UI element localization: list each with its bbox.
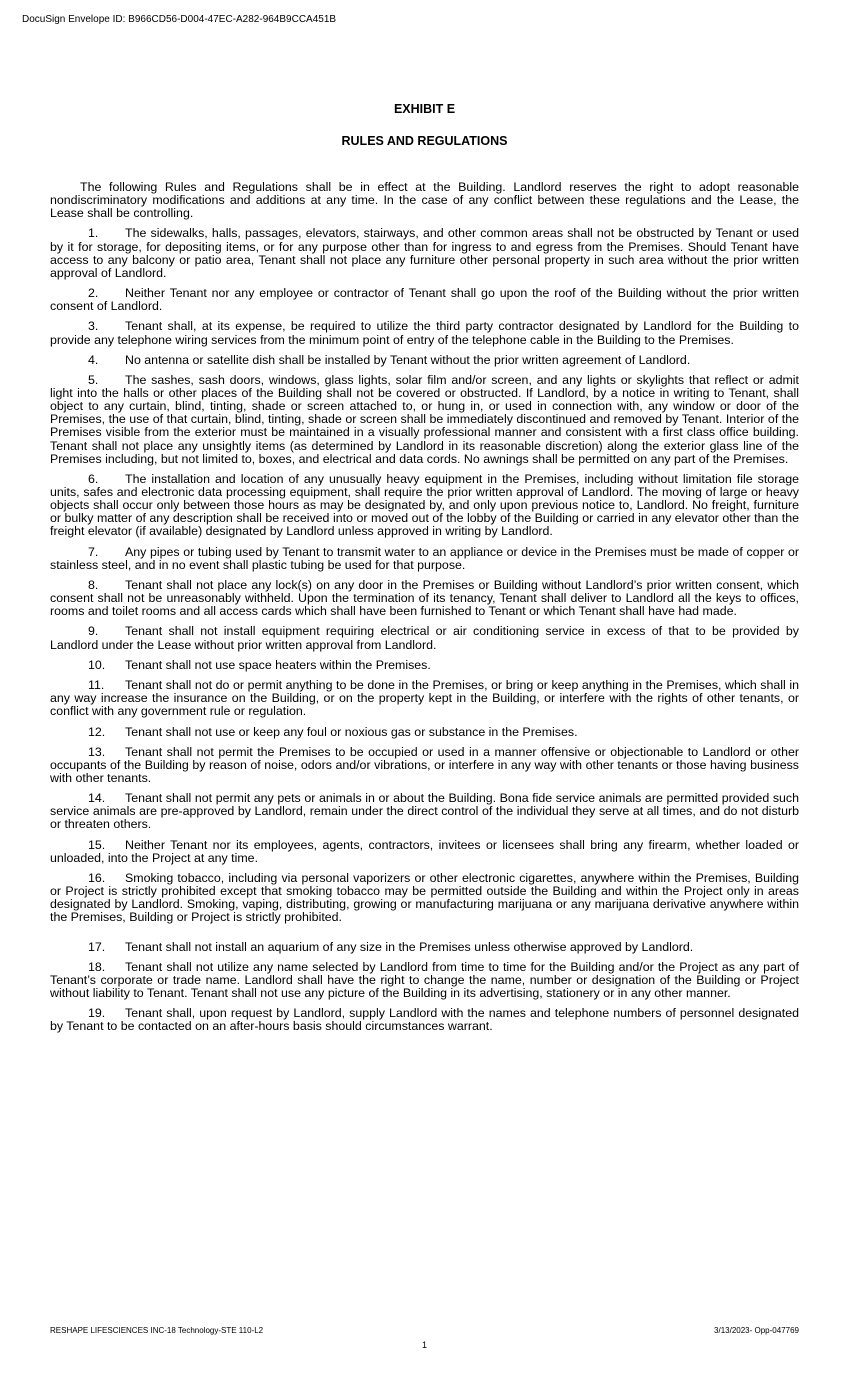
footer-right: 3/13/2023- Opp-047769 <box>714 1326 799 1335</box>
rule-number: 4. <box>88 352 99 367</box>
rule-item <box>50 839 799 865</box>
rule-item <box>50 746 799 785</box>
page-number: 1 <box>421 1340 427 1350</box>
rule-text: Any pipes or tubing used by Tenant to transmit water to an appliance or device in the Premises must be made of copper or stainless steel, and in no event shall plastic tubing be used for that purpose. <box>50 544 799 572</box>
rule-text: Tenant shall not do or permit anything to be done in the Premises, or bring or keep anything in the Premises, which shall in any way increase the insurance on the Building, or on the property kept in the Building, or interfere with the rights of other tenants, or conflict with any government rule or regulation. <box>50 678 799 719</box>
envelope-id: DocuSign Envelope ID: B966CD56-D004-47EC-A282-964B9CCA451B <box>22 14 337 25</box>
rule-text: Tenant shall not place any lock(s) on any door in the Premises or Building without Landlord’s prior written consent, which consent shall not be unreasonably withheld. Upon the termination of its tenancy, Tenant shall deliver to Landlord all the keys to offices, rooms and toilet rooms and all access cards which shall have been furnished to Tenant or which Tenant shall have had made. <box>50 577 799 619</box>
section-title: RULES AND REGULATIONS <box>341 134 508 148</box>
rule-item <box>50 659 799 672</box>
rule-number: 5. <box>88 373 99 388</box>
footer-left: RESHAPE LIFESCIENCES INC-18 Technology-STE 110-L2 <box>50 1326 264 1335</box>
rule-item <box>50 227 799 279</box>
rule-text: Tenant shall, upon request by Landlord, supply Landlord with the names and telephone numbers of personnel designated by Tenant to be contacted on an after-hours basis should circumstances warrant. <box>50 1006 799 1034</box>
rule-item <box>50 961 799 1000</box>
rule-number: 3. <box>88 319 99 334</box>
rule-number: 16. <box>88 871 106 886</box>
rule-number: 10. <box>88 657 106 672</box>
rule-item <box>50 320 799 346</box>
rule-text: Tenant shall not utilize any name selected by Landlord from time to time for the Building and/or the Project as any part of Tenant’s corporate or trade name. Landlord shall have the right to change the name, number or designation of the Building or Project without liability to Tenant. Tenant shall not use any picture of the Building in its advertising, stationery or in any other manner. <box>50 959 799 1000</box>
rule-item <box>50 679 799 718</box>
rule-text: The sidewalks, halls, passages, elevators, stairways, and other common areas shall not be obstructed by Tenant or used by it for storage, for depositing items, or for any purpose other than for ingress to and egress from the Premises. Should Tenant have access to any balcony or patio area, Tenant shall not place any furniture other personal property in such area without the prior written approval of Landlord. <box>50 226 799 280</box>
rule-item <box>50 872 799 924</box>
rule-number: 11. <box>88 678 105 693</box>
rule-text: Tenant shall not use or keep any foul or noxious gas or substance in the Premises. <box>125 724 578 739</box>
rule-number: 13. <box>88 744 106 759</box>
rule-item <box>50 792 799 831</box>
rule-number: 6. <box>88 471 99 486</box>
rule-item <box>50 374 799 466</box>
rule-text: The sashes, sash doors, windows, glass lights, solar film and/or screen, and any lights or skylights that reflect or admit light into the halls or other places of the Building shall not be covered or obstructed. If Landlord, by a notice in writing to Tenant, shall object to any curtain, blind, tinting, shade or screen attached to, or hung in, or used in connection with, any window or door of the Premises, the use of that curtain, blind, tinting, shade or screen shall be immediately discontinued and removed by Tenant. Interior of the Premises visible from the exterior must be maintained in a visually professional manner and consistent with a first class office building. Tenant shall not place any unsightly items (as determined by Landlord in its reasonable discretion) along the exterior glass line of the Premises including, but not limited to, boxes, and electrical and data cords. No awnings shall be permitted on any part of the Premises. <box>50 373 799 466</box>
rule-item <box>50 287 799 313</box>
rule-number: 17. <box>88 939 106 954</box>
rule-text: Tenant shall, at its expense, be required to utilize the third party contractor designated by Landlord for the Building to provide any telephone wiring services from the minimum point of entry of the telephone cable in the Building to the Premises. <box>50 319 799 347</box>
rule-number: 1. <box>88 226 99 241</box>
rule-text: No antenna or satellite dish shall be installed by Tenant without the prior written agreement of Landlord. <box>125 352 691 367</box>
rule-number: 12. <box>88 724 106 739</box>
rule-number: 18. <box>88 959 106 974</box>
rule-text: The installation and location of any unusually heavy equipment in the Premises, including without limitation file storage units, safes and electronic data processing equipment, shall require the prior written approval of Landlord. The moving of large or heavy objects shall occur only between those hours as may be designated by, and only upon previous notice to, Landlord. No freight, furniture or bulky matter of any description shall be received into or moved out of the lobby of the Building or carried in any elevator other than the freight elevator (if available) designated by Landlord unless approved in writing by Landlord. <box>50 471 799 539</box>
rule-item <box>50 546 799 572</box>
rule-item <box>50 625 799 651</box>
rule-number: 19. <box>88 1006 106 1021</box>
rule-number: 15. <box>88 837 106 852</box>
rule-text: Neither Tenant nor its employees, agents, contractors, invitees or licensees shall bring any firearm, whether loaded or unloaded, into the Project at any time. <box>50 837 799 865</box>
intro-paragraph: The following Rules and Regulations shall be in effect at the Building. Landlord reserves the right to adopt reasonable nondiscriminatory modifications and additions at any time. In the case of any conflict between these regulations and the Lease, the Lease shall be controlling. <box>50 180 799 221</box>
rule-text: Neither Tenant nor any employee or contractor of Tenant shall go upon the roof of the Building without the prior written consent of Landlord. <box>50 286 799 314</box>
rule-number: 7. <box>88 544 99 559</box>
exhibit-title: EXHIBIT E <box>393 102 456 116</box>
rule-text: Tenant shall not install equipment requiring electrical or air conditioning service in excess of that to be provided by Landlord under the Lease without prior written approval from Landlord. <box>50 624 799 652</box>
rule-number: 2. <box>88 286 99 301</box>
rule-item <box>50 579 799 618</box>
rule-number: 9. <box>88 624 99 639</box>
document-body <box>50 181 799 1041</box>
rule-item <box>50 941 799 954</box>
rule-text: Smoking tobacco, including via personal vaporizers or other electronic cigarettes, anywhere within the Premises, Building or Project is strictly prohibited except that smoking tobacco may be permitted outside the Building and within the Project only in areas designated by Landlord. Smoking, vaping, distributing, growing or manufacturing marijuana or any marijuana derivative anywhere within the Premises, Building or Project is strictly prohibited. <box>50 871 799 925</box>
rule-text: Tenant shall not permit any pets or animals in or about the Building. Bona fide service animals are permitted provided such service animals are pre-approved by Landlord, remain under the direct control of the individual they serve at all times, and do not disturb or threaten others. <box>50 791 799 832</box>
rule-number: 8. <box>88 577 99 592</box>
rule-item <box>50 726 799 739</box>
rule-item <box>50 354 799 367</box>
rule-number: 14. <box>88 791 106 806</box>
rule-item <box>50 1007 799 1033</box>
rule-text: Tenant shall not use space heaters within the Premises. <box>125 657 431 672</box>
rule-item <box>50 473 799 538</box>
rule-text: Tenant shall not install an aquarium of any size in the Premises unless otherwise approved by Landlord. <box>125 939 694 954</box>
rule-text: Tenant shall not permit the Premises to be occupied or used in a manner offensive or objectionable to Landlord or other occupants of the Building by reason of noise, odors and/or vibrations, or interfere in any way with other tenants or those having business with other tenants. <box>50 744 799 785</box>
